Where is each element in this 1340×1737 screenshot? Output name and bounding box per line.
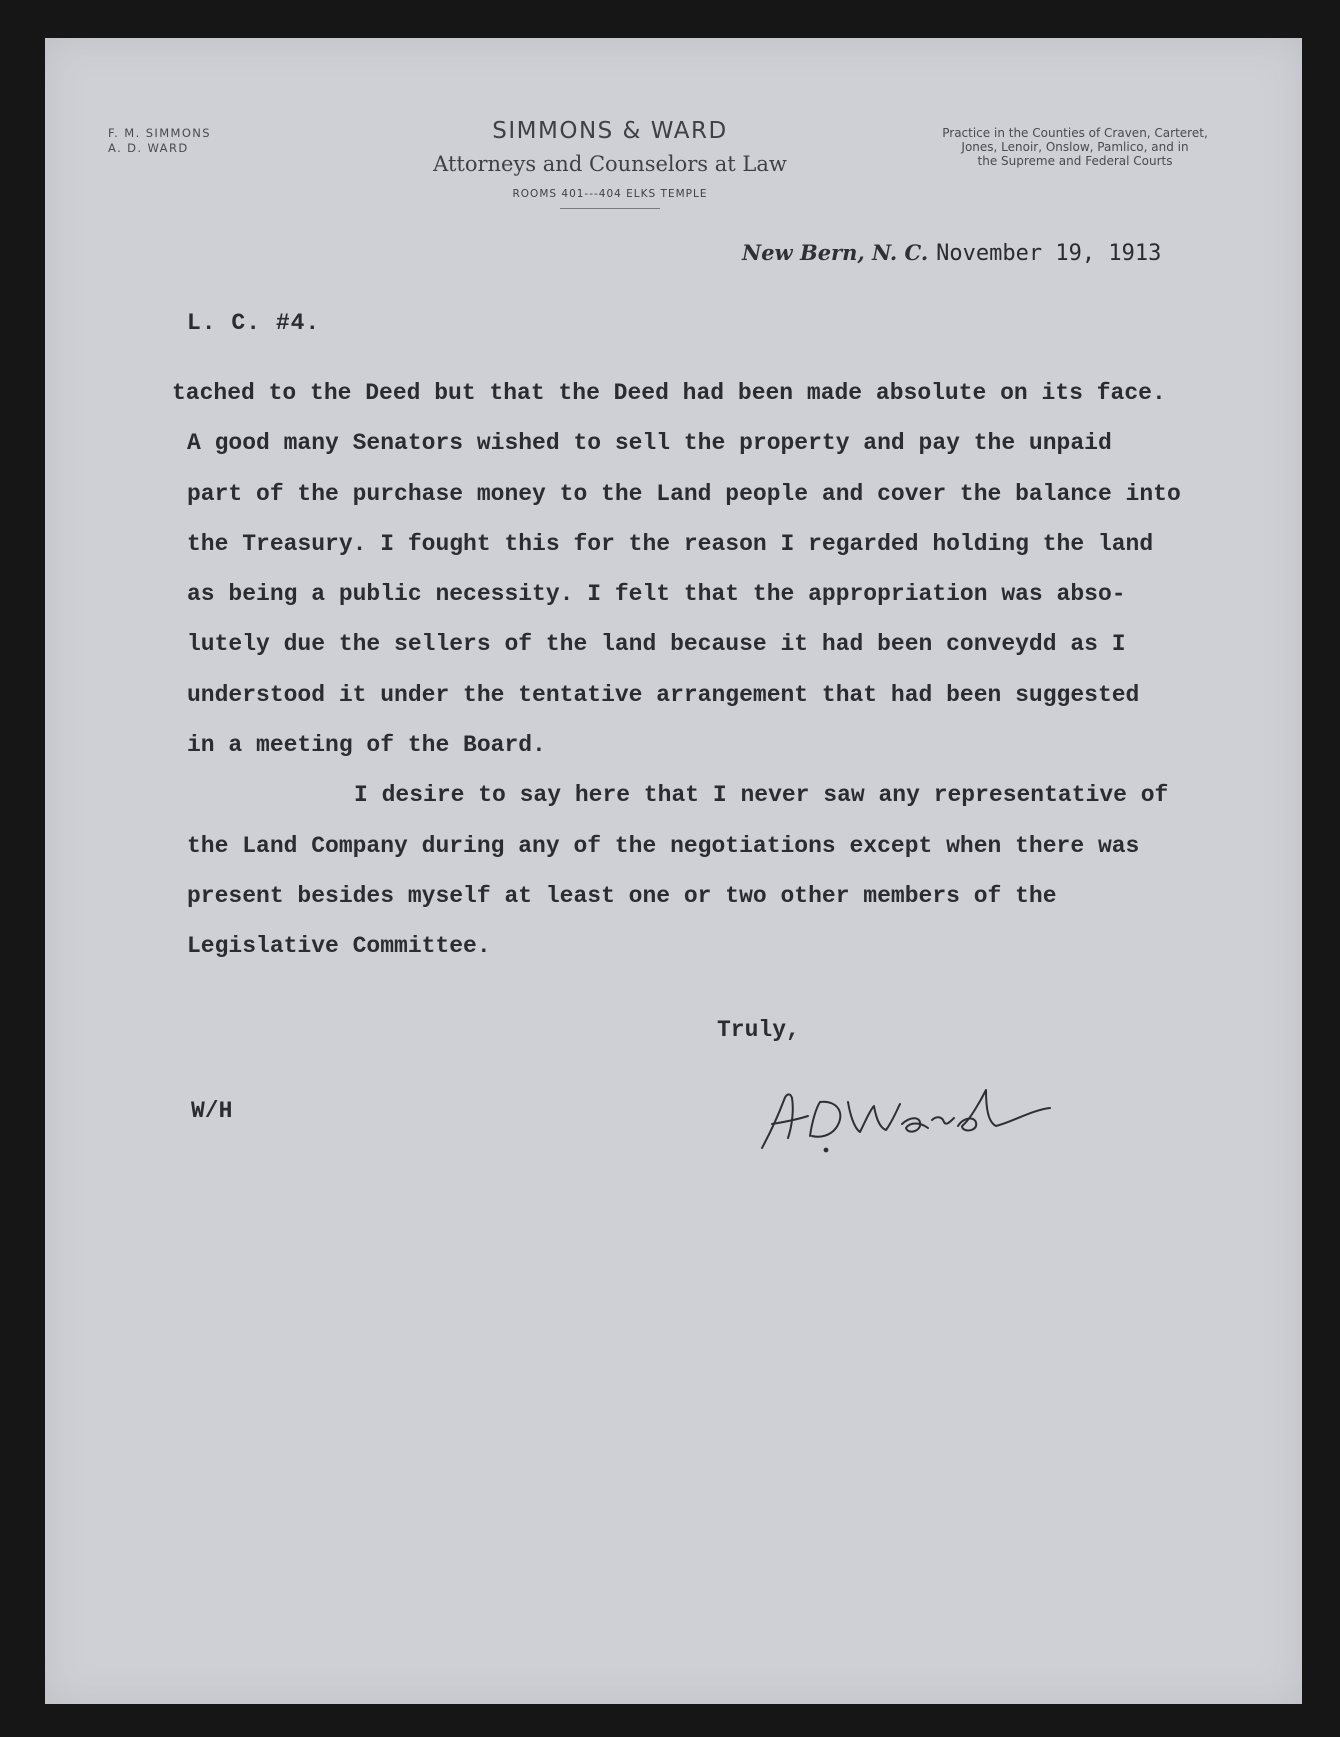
body-line: in a meeting of the Board. xyxy=(187,732,546,759)
typist-initials: W/H xyxy=(191,1098,233,1124)
body-line: A good many Senators wished to sell the property and pay the unpaid xyxy=(187,430,1112,457)
body-line: as being a public necessity. I felt that the appropriation was abso- xyxy=(187,581,1126,608)
body-line: the Treasury. I fought this for the reason I regarded holding the land xyxy=(187,530,1154,557)
letterhead xyxy=(390,116,830,209)
letter-date: November 19, 1913 xyxy=(936,241,1162,266)
letterhead-rule xyxy=(560,208,660,209)
firm-name: SIMMONS & WARD xyxy=(492,118,728,144)
place: New Bern, N. C. xyxy=(742,240,929,265)
practice-notice xyxy=(885,126,1265,168)
body-line: tached to the Deed but that the Deed had been made absolute on its face. xyxy=(172,380,1166,406)
dateline xyxy=(742,240,1161,266)
partner-names xyxy=(108,126,211,156)
body-line: I desire to say here that I never saw any representative of xyxy=(354,782,1169,809)
closing: Truly, xyxy=(717,1017,800,1043)
practice-line: the Supreme and Federal Courts xyxy=(977,154,1173,168)
body-line: the Land Company during any of the negotiations except when there was xyxy=(187,832,1140,859)
body-line: lutely due the sellers of the land because it had been conveydd as I xyxy=(187,631,1126,658)
firm-address: ROOMS 401---404 ELKS TEMPLE xyxy=(512,188,708,200)
practice-line: Jones, Lenoir, Onslow, Pamlico, and in xyxy=(961,140,1189,154)
partner-name: F. M. SIMMONS xyxy=(108,126,212,140)
partner-name: A. D. WARD xyxy=(108,141,189,155)
signature xyxy=(750,1078,1070,1158)
firm-subtitle: Attorneys and Counselors at Law xyxy=(433,152,787,176)
reference-number: L. C. #4. xyxy=(187,310,321,336)
body-line: Legislative Committee. xyxy=(187,933,491,960)
letter-page xyxy=(45,38,1302,1704)
practice-line: Practice in the Counties of Craven, Carteret, xyxy=(942,126,1208,140)
body-line: part of the purchase money to the Land people and cover the balance into xyxy=(187,480,1181,507)
body-line: understood it under the tentative arrangement that had been suggested xyxy=(187,681,1140,708)
letter-body xyxy=(172,368,1312,972)
body-line: present besides myself at least one or two other members of the xyxy=(187,882,1057,909)
